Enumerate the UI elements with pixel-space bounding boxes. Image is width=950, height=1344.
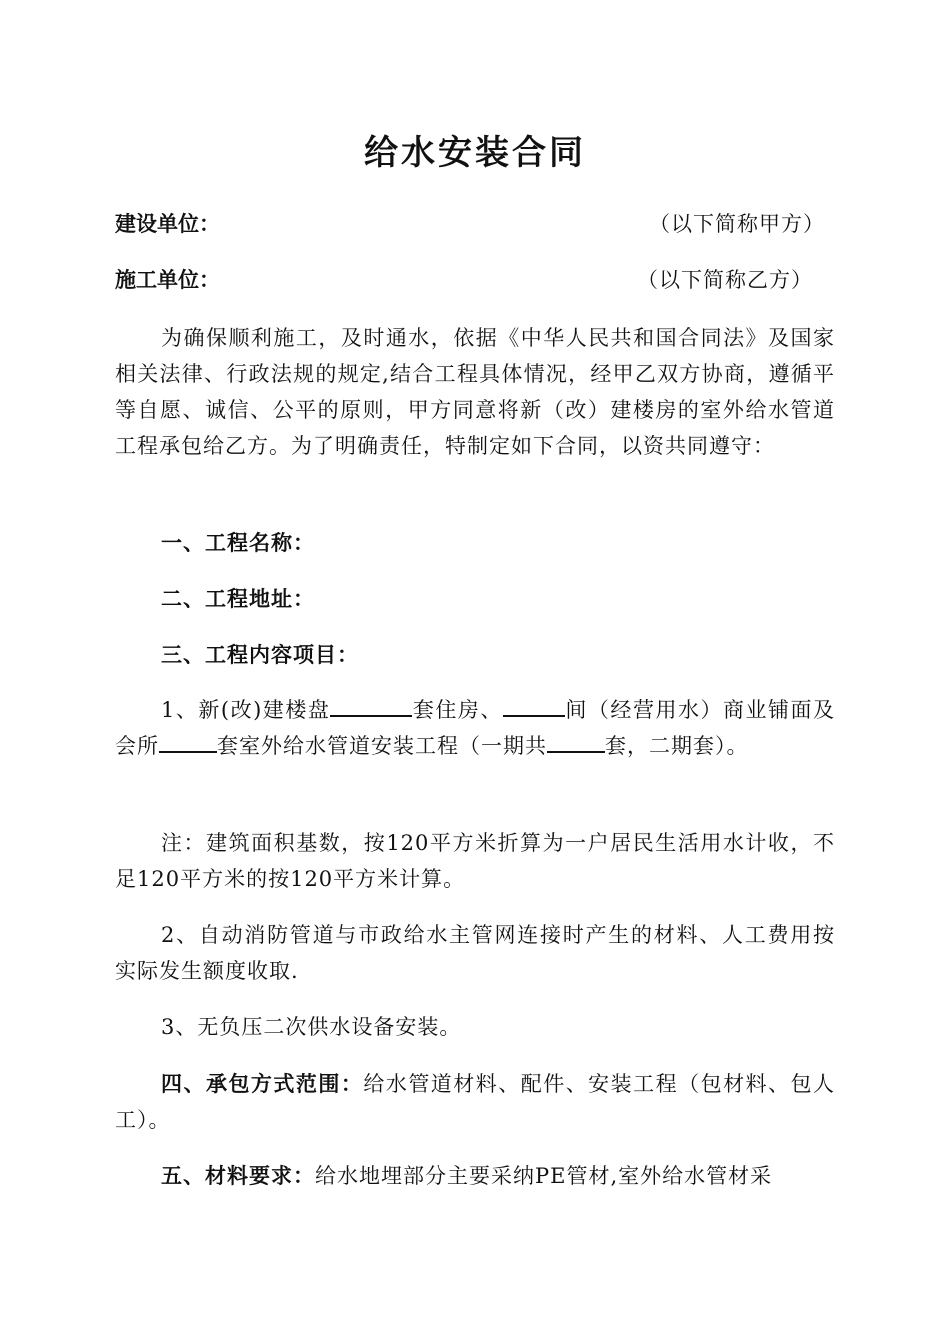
blank-rooms[interactable] (503, 693, 565, 717)
blank-phase-1[interactable] (547, 729, 605, 753)
item-1-part-c: 间（经营用水）商业铺面及会所 (115, 698, 836, 758)
party-a-note: （以下简称甲方） (649, 212, 825, 236)
intro-paragraph: 为确保顺利施工，及时通水，依据《中华人民共和国合同法》及国家相关法律、行政法规的规定,结合工程具体情况，经甲乙双方协商，遵循平等自愿、诚信、公平的原则，甲方同意将新（改）建楼房的室外给水管道工程承包给乙方。为了明确责任，特制定如下合同，以资共同遵守： (115, 326, 835, 458)
section-2-heading: 二、工程地址： (161, 587, 315, 611)
blank-units[interactable] (330, 693, 412, 717)
party-a-row (115, 204, 825, 244)
section-4-text: 给水管道材料、配件、安装工程（包材料、包人工）。 (115, 1072, 836, 1132)
section-4-paragraph (115, 1066, 835, 1138)
item-1-part-b: 套住房、 (412, 698, 503, 722)
item-1-part-e: 套，二期套）。 (605, 734, 749, 758)
contract-title: 给水安装合同 (364, 133, 586, 173)
item-3-paragraph: 3、无负压二次供水设备安装。 (161, 1015, 462, 1039)
section-5-text: 给水地埋部分主要采纳PE管材,室外给水管材采 (315, 1164, 773, 1188)
section-1-heading: 一、工程名称： (161, 531, 315, 555)
section-5-label: 五、材料要求： (161, 1164, 315, 1188)
item-1-paragraph (115, 692, 835, 764)
party-b-note: （以下简称乙方） (637, 268, 813, 292)
party-b-label: 施工单位： (115, 268, 220, 292)
section-3-heading: 三、工程内容项目： (161, 643, 359, 667)
item-1-part-a: 1、新(改)建楼盘 (161, 698, 331, 722)
blank-club-units[interactable] (159, 729, 217, 753)
party-b-row (115, 260, 825, 300)
note-paragraph: 注：建筑面积基数，按120平方米折算为一户居民生活用水计收，不足120平方米的按120平方米计算。 (115, 831, 835, 891)
item-1-part-d: 套室外给水管道安装工程（一期共 (217, 734, 547, 758)
section-5-paragraph (115, 1158, 835, 1194)
item-2-paragraph: 2、自动消防管道与市政给水主管网连接时产生的材料、人工费用按实际发生额度收取. (115, 923, 835, 983)
section-4-label: 四、承包方式范围： (161, 1072, 364, 1096)
party-a-label: 建设单位： (115, 212, 220, 236)
